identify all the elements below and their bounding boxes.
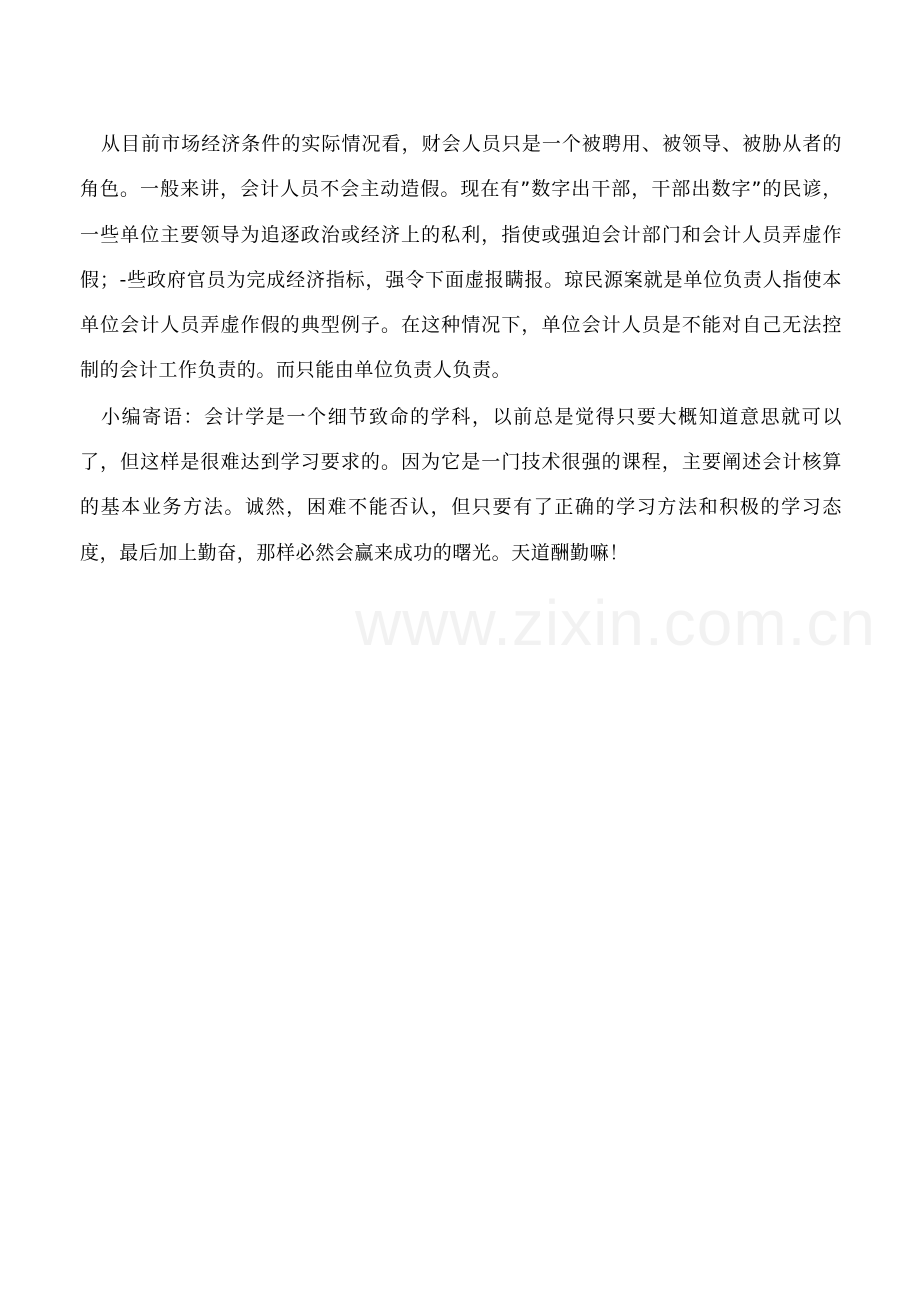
paragraph-editor-note: 小编寄语：会计学是一个细节致命的学科，以前总是觉得只要大概知道意思就可以了，但这样是很难达到学习要求的。因为它是一门技术很强的课程，主要阐述会计核算的基本业务方法。诚然，困难不能否认，但只要有了正确的学习方法和积极的学习态度，最后加上勤奋，那样必然会赢来成功的曙光。天道酬勤嘛！ [80, 405, 842, 564]
document-body [80, 122, 842, 576]
watermark: www.zixin.com.cn [355, 587, 876, 659]
paragraph-accounting-responsibility: 从目前市场经济条件的实际情况看，财会人员只是一个被聘用、被领导、被胁从者的角色。一般来讲，会计人员不会主动造假。现在有”数字出干部，干部出数字”的民谚，一些单位主要领导为追逐政治或经济上的私利，指使或强迫会计部门和会计人员弄虚作假；-些政府官员为完成经济指标，强令下面虚报瞒报。琼民源案就是单位负责人指使本单位会计人员弄虚作假的典型例子。在这种情况下，单位会计人员是不能对自己无法控制的会计工作负责的。而只能由单位负责人负责。 [80, 133, 842, 382]
